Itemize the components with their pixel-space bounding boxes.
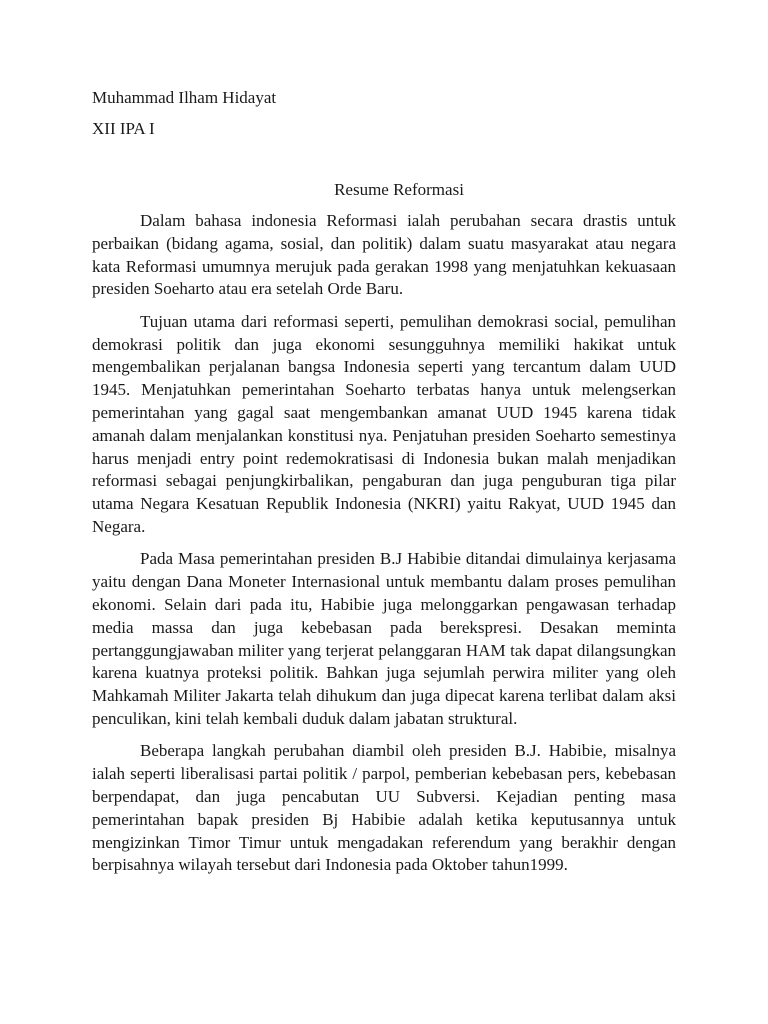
paragraph-4: Beberapa langkah perubahan diambil oleh presiden B.J. Habibie, misalnya ialah seperti liberalisasi partai politik / parpol, pemberian kebebasan pers, kebebasan berpendapat, dan juga pencabutan UU Subversi. Kejadian penting masa pemerintahan bapak presiden Bj Habibie adalah ketika keputusannya untuk mengizinkan Timor Timur untuk mengadakan referendum yang berakhir dengan berpisahnya wilayah tersebut dari Indonesia pada Oktober tahun1999. [92,741,676,875]
class-label: XII IPA I [92,119,155,138]
author-name: Muhammad Ilham Hidayat [92,88,277,107]
paragraph-1: Dalam bahasa indonesia Reformasi ialah perubahan secara drastis untuk perbaikan (bidang agama, sosial, dan politik) dalam suatu masyarakat atau negara kata Reformasi umumnya merujuk pada gerakan 1998 yang menjatuhkan kekuasaan presiden Soeharto atau era setelah Orde Baru. [92,211,676,299]
paragraph-3: Pada Masa pemerintahan presiden B.J Habibie ditandai dimulainya kerjasama yaitu dengan Dana Moneter Internasional untuk membantu dalam proses pemulihan ekonomi. Selain dari pada itu, Habibie juga melonggarkan pengawasan terhadap media massa dan juga kebebasan pada berekspresi. Desakan meminta pertanggungjawaban militer yang terjerat pelanggaran HAM tak dapat dilangsungkan karena kuatnya proteksi politik. Bahkan juga sejumlah perwira militer yang oleh Mahkamah Militer Jakarta telah dihukum dan juga dipecat karena terlibat dalam aksi penculikan, kini telah kembali duduk dalam jabatan struktural. [92,549,676,728]
document-title: Resume Reformasi [334,180,464,199]
document-body [92,210,676,887]
paragraph-2: Tujuan utama dari reformasi seperti, pemulihan demokrasi social, pemulihan demokrasi politik dan juga ekonomi sesungguhnya memiliki hakikat untuk mengembalikan perjalanan bangsa Indonesia seperti yang tercantum dalam UUD 1945. Menjatuhkan pemerintahan Soeharto terbatas hanya untuk melengserkan pemerintahan yang gagal saat mengembankan amanat UUD 1945 karena tidak amanah dalam menjalankan konstitusi nya. Penjatuhan presiden Soeharto semestinya harus menjadi entry point redemokratisasi di Indonesia bukan malah menjadikan reformasi sebagai penjungkirbalikan, pengaburan dan juga penguburan tiga pilar utama Negara Kesatuan Republik Indonesia (NKRI) yaitu Rakyat, UUD 1945 dan Negara. [92,311,676,536]
